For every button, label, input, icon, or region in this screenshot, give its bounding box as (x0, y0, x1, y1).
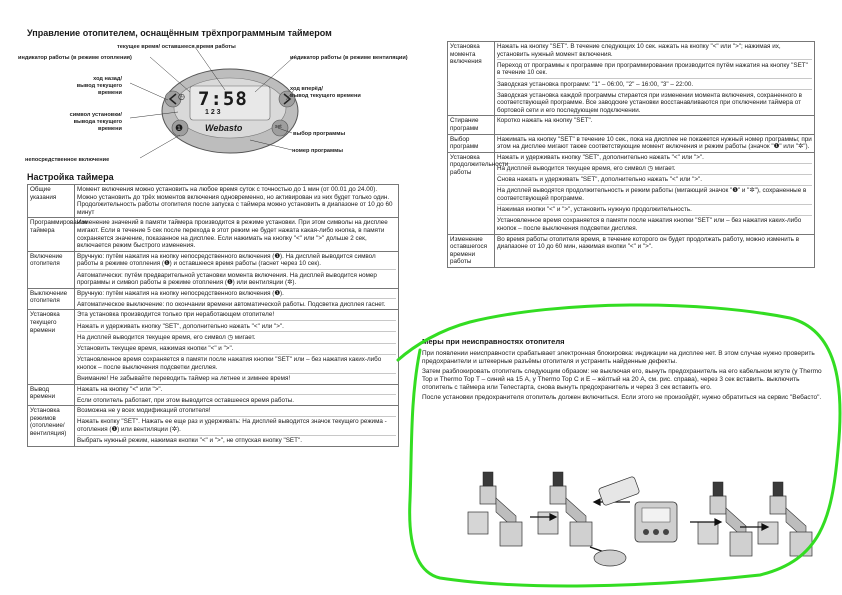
label-heating-indicator: индикатор работы (в режиме отопления) (18, 55, 132, 61)
heat-icon: ❶ (175, 123, 184, 133)
instruction-paragraph: Если отопитель работает, при этом выводится оставшееся время работы. (77, 396, 295, 404)
row-heading: Установка режимов (отопление/ вентиляция) (28, 406, 75, 447)
instruction-paragraph: Заводская установка каждой программы стирается при изменении момента включения, сохраненного в соответствующей программе. Все заводские установки восстанавливаются при отключении таймера от бортовой сети и его последующем подключении. (497, 91, 802, 114)
instruction-paragraph: Момент включения можно установить на любое время суток с точностью до 1 мин (от 00.01 до 24.00). Можно установить до трёх моментов включения одновременно, но активирован из них будет только один. Продолжительность работы отопителя после запуска с таймера можно установить в диапазоне от 10 до 60 минут (77, 186, 393, 216)
label-forward: ход вперёд/ вывод текущего времени (290, 86, 361, 99)
instruction-paragraph: Снова нажать и удерживать "SET", дополнительно нажать "<" или ">". (497, 176, 812, 186)
page-title: Управление отопителем, оснащённым трёхпрограммным таймером (27, 28, 332, 38)
label-back: ход назад/ вывод текущего времени (76, 76, 122, 96)
instruction-paragraph: Вручную: путём нажатия на кнопку непосредственного включения (❶). На дисплей выводится символ работы в режиме отопления (❶) и оставшееся время работы (гаснет через 10 сек). (77, 253, 396, 270)
label-current-time: текущее время/ оставшееся время работы (117, 44, 236, 50)
section-title-timer-settings: Настройка таймера (27, 172, 114, 182)
label-ventilation-indicator: индикатор работы (в режиме вентиляции) (290, 55, 408, 61)
fault-paragraph: Затем разблокировать отопитель следующим образом: не выключая его, вынуть предохранитель на его кабельном жгуте (у Thermo Top и Thermo Top T – синий на 15 А, у Thermo Top C и E – жёлтый на 20 А, см. рис. справа), через 3 сек вставить. выключить отопитель с таймера или Телестарта, снова вынуть предохранитель и через 3 сек вставить его. (422, 368, 822, 391)
fault-section-title: Меры при неисправностях отопителя (422, 337, 565, 346)
instruction-paragraph: Нажать и удерживать кнопку "SET", дополнительно нажать "<" или ">". (497, 154, 812, 164)
label-set-symbol: символ установки/ вывода текущего времени (69, 112, 122, 132)
set-button: set (275, 124, 282, 130)
instruction-paragraph: Нажать на кнопку "<" или ">". (77, 386, 396, 396)
instruction-paragraph: Автоматическое выключение: по окончании времени автоматической работы. Подсветка дисплея гаснет. (77, 300, 386, 308)
webasto-logo: Webasto (205, 123, 243, 133)
instruction-paragraph: Нажимая кнопки "<" и ">", установить нужную продолжительность. (497, 206, 812, 216)
clock-symbol-icon: ◷ (178, 92, 185, 101)
instruction-paragraph: На дисплей выводятся продолжительность и режим работы (мигающий значок "❶" и "✲"), сохраненные в соответствующей программе. (497, 187, 812, 204)
instruction-paragraph: Изменение значений в памяти таймера производится в режиме установки. При этом символы на дисплее мигают. Если в течение 5 сек после перехода в этот режим не будет нажата какая-либо кнопка, в памяти сохраняется значение, показанное на дисплее. Если нажимать на кнопку "<" или ">" дольше 2 сек, включается режим быстрого изменения. (77, 219, 388, 250)
instruction-paragraph: Эта установка производится только при неработающем отопителе! (77, 311, 396, 321)
row-heading: Установка продолжительности работы (448, 152, 495, 234)
row-heading: Изменение оставшегося времени работы (448, 234, 495, 267)
instruction-paragraph: Нажать кнопку "SET". Нажать ее еще раз и удерживать: На дисплей выводится значок текущего режима - отопления (❶) или вентиляции (✲). (77, 418, 396, 435)
row-heading: Общие указания (28, 185, 75, 218)
instruction-paragraph: Выбрать нужный режим, нажимая кнопки "<" и ">", не отпуская кнопку "SET". (77, 437, 302, 445)
display-time: 7:58 (198, 88, 248, 110)
instruction-paragraph: Нажать и удерживать кнопку "SET", дополнительно нажать "<" или ">". (77, 323, 396, 333)
instruction-paragraph: Установить текущее время, нажимая кнопки "<" и ">". (77, 345, 396, 355)
instruction-paragraph: Коротко нажать на кнопку "SET". (497, 117, 593, 125)
instruction-paragraph: Нажимать на кнопку "SET" в течение 10 сек., пока на дисплее не покажется нужный номер программы; при этом на дисплее мигают также соответствующие момент включения и режим работы (значок "❶" или "✲"). (497, 135, 812, 151)
label-program-number: номер программы (292, 148, 344, 154)
label-direct-on: непосредственное включение (25, 157, 110, 163)
instruction-paragraph: Во время работы отопителя время, в течение которого он будет продолжать работу, можно изменить в диапазоне от 10 до 60 мин, нажимая кнопки "<" и ">". (497, 235, 800, 251)
instruction-paragraph: Автоматически: путём предварительной установки момента включения. На дисплей выводится номер программы и символ работы в режиме отопления (❶) или вентиляции (✲). (77, 271, 377, 287)
instruction-paragraph: Нажать на кнопку "SET". В течение следующих 10 сек. нажать на кнопку "<" или ">"; нажимая их, установить нужный момент включения. (497, 43, 812, 60)
instruction-paragraph: Установленное время сохраняется в памяти после нажатия кнопки "SET" или – без нажатия каких-либо кнопок – после выключения подсветки дисплея. (77, 356, 396, 373)
instruction-paragraph: На дисплей выводится текущее время, его символ ◷ мигает. (497, 165, 812, 175)
row-heading: Вывод времени (28, 384, 75, 406)
instruction-paragraph: Вручную: путём нажатия на кнопку непосредственного включения (❶). (77, 290, 396, 300)
fault-paragraph: При появлении неисправности срабатывает электронная блокировка: индикации на дисплее нет. В этом случае нужно проверить предохранители и штекерные разъёмы отопителя и устранить найденные дефекты. (422, 350, 815, 365)
row-heading: Включение отопителя (28, 251, 75, 288)
row-heading: Выключение отопителя (28, 288, 75, 310)
instruction-paragraph: Установленное время сохраняется в памяти после нажатия кнопки "SET" или – без нажатия каких-либо кнопок – после выключения подсветки дисплея. (497, 217, 802, 232)
row-heading: Стирание программ (448, 116, 495, 134)
instruction-paragraph: Возможна не у всех модификаций отопителя! (77, 407, 396, 417)
label-program-select: выбор программы (293, 131, 346, 137)
row-heading: Установка текущего времени (28, 310, 75, 384)
instruction-paragraph: На дисплей выводится текущее время, его символ ◷ мигает. (77, 334, 396, 344)
row-heading: Программирование таймера (28, 218, 75, 251)
instruction-paragraph: Внимание! Не забывайте переводить таймер на летнее и зимнее время! (77, 374, 291, 382)
row-heading: Выбор программ (448, 134, 495, 152)
row-heading: Установка момента включения (448, 42, 495, 116)
fault-paragraph: После установки предохранителя отопитель должен включиться. Если этого не произойдёт, нужно обратиться на сервис "Вебасто". (422, 394, 822, 401)
instruction-paragraph: Заводская установка программ: "1" – 06:00, "2" – 16:00, "3" – 22:00. (497, 81, 812, 91)
display-programs: 1 2 3 (205, 109, 221, 116)
instruction-paragraph: Переход от программы к программе при программировании производится путём нажатия на кнопку "SET" в течение 10 сек. (497, 62, 812, 79)
